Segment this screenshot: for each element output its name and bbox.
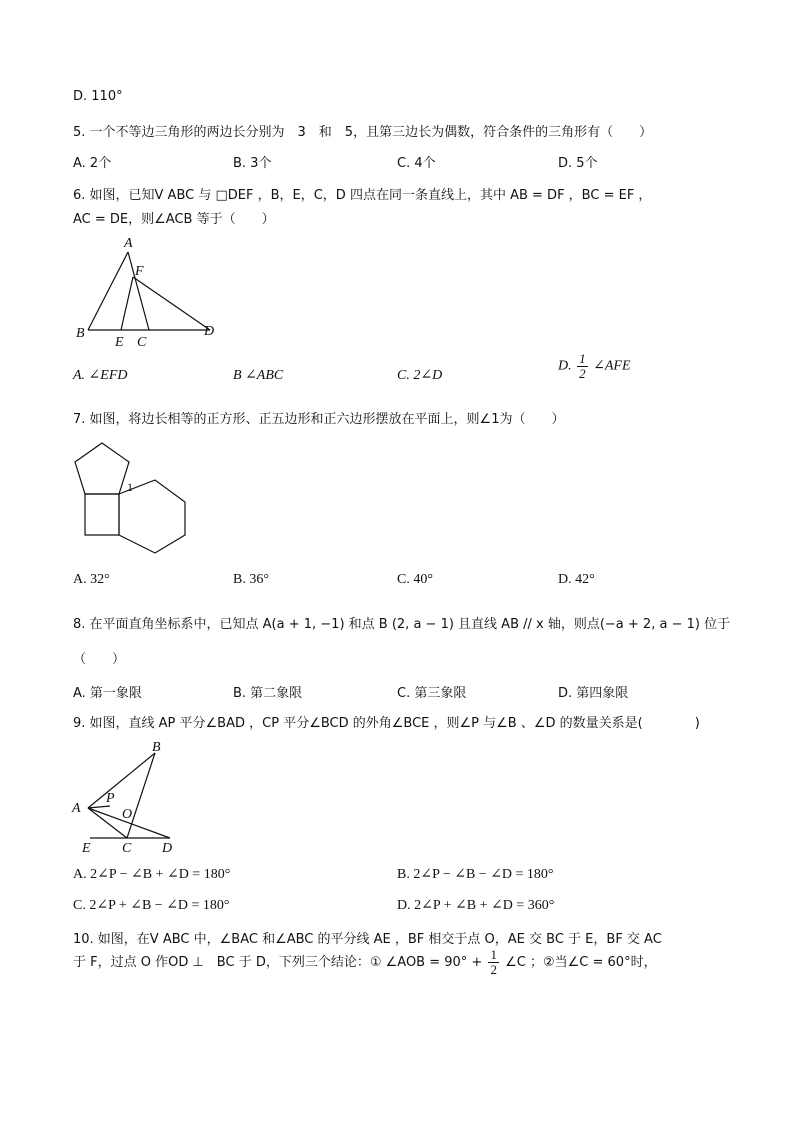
q7-stem: 7. 如图，将边长相等的正方形、正五边形和正六边形摆放在平面上，则∠1为（ ） (73, 412, 565, 427)
q5-option-b: B. 3个 (233, 156, 272, 171)
q8-option-c: C. 第三象限 (397, 686, 467, 701)
q6-label-f: F (135, 264, 144, 279)
q10-stem-line2-b: ∠C ；②当∠C = 60°时， (505, 955, 657, 970)
q7-option-d: D. 42° (558, 572, 595, 587)
q5-stem: 5. 一个不等边三角形的两边长分别为 3 和 5，且第三边长为偶数，符合条件的三角形有（ ） (73, 125, 653, 140)
q9-label-b: B (152, 740, 161, 755)
q9-stem: 9. 如图，直线 AP 平分∠BAD ，CP 平分∠BCD 的外角∠BCE ，则∠P 与∠B 、∠D 的数量关系是( ) (73, 716, 700, 731)
q6-option-d-prefix: D. (558, 358, 572, 374)
q7-label-1: 1 (127, 480, 133, 494)
q7-option-c: C. 40° (397, 572, 433, 587)
q8-stem-line1: 8. 在平面直角坐标系中，已知点 A(a + 1, −1) 和点 B (2, a − 1) 且直线 AB // x 轴，则点(−a + 2, a − 1) 位于 (73, 617, 731, 632)
q9-option-b: B. 2∠P − ∠B − ∠D = 180° (397, 867, 554, 882)
q7-option-b: B. 36° (233, 572, 269, 587)
q6-label-d: D (204, 324, 215, 339)
q10-stem-line1: 10. 如图，在V ABC 中，∠BAC 和∠ABC 的平分线 AE ，BF 相交于点 O，AE 交 BC 于 E，BF 交 AC (73, 932, 662, 947)
q4-option-d: D. 110° (73, 89, 123, 104)
q8-stem-line2: （ ） (73, 652, 126, 667)
q6-option-d-den: 2 (579, 366, 586, 381)
q9-figure (70, 738, 190, 858)
q6-label-e: E (115, 335, 124, 350)
q7-figure (70, 440, 200, 560)
q6-stem-line1: 6. 如图，已知V ABC 与 □DEF ，B，E，C，D 四点在同一条直线上，其中 AB = DF ，BC = EF ， (73, 188, 652, 203)
q8-option-d: D. 第四象限 (558, 686, 629, 701)
q10-fraction-den: 2 (490, 962, 497, 977)
q9-label-p: P (106, 791, 115, 806)
q9-label-a: A (72, 801, 81, 816)
q6-label-a: A (124, 236, 133, 251)
q10-stem-line2 (73, 948, 657, 977)
q7-option-a: A. 32° (73, 572, 110, 587)
q6-option-d (558, 352, 631, 381)
q8-option-b: B. 第二象限 (233, 686, 303, 701)
q6-stem-line2: AC = DE，则∠ACB 等于（ ） (73, 212, 275, 227)
q6-figure (70, 232, 230, 352)
q10-fraction-num: 1 (490, 947, 497, 962)
q9-label-c: C (122, 841, 132, 856)
q6-option-d-fraction (577, 352, 588, 381)
q6-label-c: C (137, 335, 147, 350)
q9-label-e: E (82, 841, 91, 856)
q5-option-a: A. 2个 (73, 156, 112, 171)
q9-label-d: D (162, 841, 173, 856)
q6-label-b: B (76, 326, 85, 341)
q6-option-c: C. 2∠D (397, 368, 443, 383)
q8-option-a: A. 第一象限 (73, 686, 142, 701)
q6-option-b: B ∠ABC (233, 368, 284, 383)
q6-option-a: A. ∠EFD (73, 368, 128, 383)
q5-option-c: C. 4个 (397, 156, 436, 171)
q9-option-a: A. 2∠P − ∠B + ∠D = 180° (73, 867, 231, 882)
q10-fraction (488, 948, 499, 977)
q6-option-d-num: 1 (579, 351, 586, 366)
q9-option-c: C. 2∠P + ∠B − ∠D = 180° (73, 898, 230, 913)
q5-option-d: D. 5个 (558, 156, 598, 171)
q6-option-d-suffix: ∠AFE (593, 358, 631, 374)
q10-stem-line2-a: 于 F，过点 O 作OD ⊥ BC 于 D，下列三个结论：① ∠AOB = 90° + (73, 955, 483, 970)
q9-option-d: D. 2∠P + ∠B + ∠D = 360° (397, 898, 555, 913)
q9-label-o: O (122, 807, 133, 822)
